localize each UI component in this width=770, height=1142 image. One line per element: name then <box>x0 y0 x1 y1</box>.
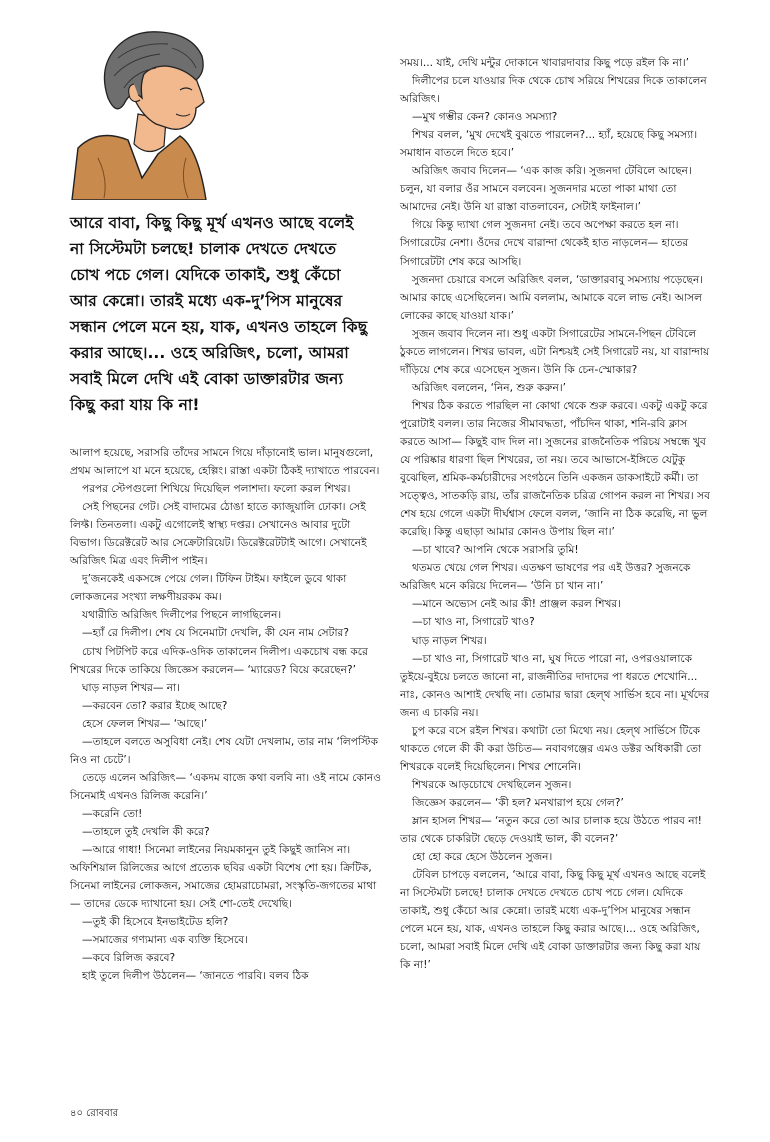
paragraph: —তাহলে তুই দেখলি কী করে? <box>82 825 210 838</box>
paragraph: —করবেন তো? করার ইচ্ছে আছে? <box>82 699 228 712</box>
paragraph: দিলীপের চলে যাওয়ার দিক থেকে চোখ সরিয়ে শিখরের দিকে তাকালেন অরিজিৎ। <box>400 75 707 106</box>
paragraph: —হ্যাঁ রে দিলীপ। শেষ যে সিনেমাটা দেখলি, কী যেন নাম সেটার? <box>82 627 349 640</box>
paragraph: শিখর বলল, ‘মুখ দেখেই বুঝতে পারলেন?... হ্যাঁ, হয়েছে কিছু সমস্যা। সমাধান বাতলে দিতে হবে।’ <box>400 129 698 160</box>
paragraph: তেড়ে এলেন অরিজিৎ— ‘একদম বাজে কথা বলবি না। ওই নামে কোনও সিনেমাই এখনও রিলিজ করেনি।’ <box>70 771 382 802</box>
paragraph: ম্লান হাসল শিখর— ‘নতুন করে তো আর চালাক হয়ে উঠতে পারব না! তার থেকে চাকরিটা ছেড়ে দেওয়াই ভাল, কী বলেন?’ <box>400 814 702 846</box>
man-portrait-illustration <box>68 28 236 200</box>
paragraph: —সমাজের গণ্যমান্য এক ব্যক্তি হিসেবে। <box>82 934 248 947</box>
paragraph: ঘাড় নাড়ল শিখর। <box>412 634 487 647</box>
paragraph: আলাপ হয়েছে, সরাসরি তাঁদের সামনে গিয়ে দাঁড়ানোই ভাল। মানুষগুলো, প্রথম আলাপে যা মনে হয়েছে, হেল্পিং। রাস্তা একটা ঠিকই দ্যাখাতে পারবেন। <box>70 447 380 478</box>
paragraph: —আরে গাধা! সিনেমা লাইনের নিয়মকানুন তুই কিছুই জানিস না। অফিশিয়াল রিলিজের আগে প্রত্যেক ছবির একটা বিশেষ শো হয়। ক্রিটিক, সিনেমা লাইনের লোকজন, সমাজের হোমরাচোমরা, সংস্কৃতি-জগতের মাথা— তাদের ডেকে দ্যাখানো হয়। সেই শো-তেই দেখেছি। <box>70 844 377 911</box>
paragraph: চোখ পিটপিট করে এদিক-ওদিক তাকালেন দিলীপ। একচোখ বন্ধ করে শিখরের দিকে তাকিয়ে জিজ্ঞেস করলেন— ‘ম্যারেড? বিয়ে করেছেন?’ <box>70 645 368 676</box>
paragraph: হেসে ফেলল শিখর— ‘আছে।’ <box>82 717 208 730</box>
paragraph: পরপর স্টেপগুলো শিখিয়ে দিয়েছিল পলাশদা। ফলো করল শিখর। <box>82 483 351 496</box>
paragraph: —তুই কী হিসেবে ইনভাইটেড হলি? <box>82 916 229 929</box>
paragraph: —করেনি তো! <box>82 807 143 820</box>
paragraph: যথারীতি অরিজিৎ দিলীপের পিছনে লাগছিলেন। <box>82 609 282 622</box>
paragraph: অরিজিৎ বললেন, ‘নিন, শুরু করুন।’ <box>412 381 566 394</box>
paragraph: অরিজিৎ জবাব দিলেন— ‘এক কাজ করি। সুজনদা টেবিলে আছেন। চলুন, যা বলার ওঁর সামনে বলবেন। সুজনদার মতো পাকা মাথা তো আমাদের নেই। উনি যা রাস্তা বাতলাবেন, সেটাই ফাইনাল।’ <box>400 165 692 214</box>
paragraph: সুজন জবাব দিলেন না। শুধু একটা সিগারেটের সামনে-পিছন টেবিলে ঠুকতে লাগলেন। শিখর ভাবল, এটা নিশ্চয়ই সেই সিগারেট নয়, যা বারান্দায় দাঁড়িয়ে শেষ করে এসেছেন সুজন। উনি কি চেন-স্মোকার? <box>400 327 710 376</box>
page-footer: ৪০ রোববার <box>70 1108 119 1119</box>
paragraph: দু’জনকেই একসঙ্গে পেয়ে গেল। টিফিন টাইম। ফাইলে ডুবে থাকা লোকজনের সংখ্যা লক্ষণীয়রকম কম। <box>70 573 347 604</box>
pull-quote: আরে বাবা, কিছু কিছু মূর্খ এখনও আছে বলেই না সিস্টেমটা চলছে! চালাক দেখতে দেখতে চোখ পচে গেল। যেদিকে তাকাই, শুধু কেঁচো আর কেন্নো। তারই মধ্যে এক-দু’পিস মানুষের সন্ধান পেলে মনে হয়, যাক, এখনও তাহলে কিছু করার আছে।... ওহে অরিজিৎ, চলো, আমরা সবাই মিলে দেখি এই বোকা ডাক্তারটার জন্য কিছু করা যায় কি না! <box>70 214 368 414</box>
paragraph: সেই পিছনের গেট। সেই বাদামের ঠোঙা হাতে ক্যাজুয়ালি ঢোকা। সেই লিফ্ট। তিনতলা। একটু এগোলেই স্বাস্থ্য দপ্তর। সেখানেও আবার দুটো বিভাগ। ডিরেক্টরেট আর সেক্রেটারিয়েট। ডিরেক্টরেটটাই আগে। সেখানেই অরিজিৎ মিত্র এবং দিলীপ পাইন। <box>70 501 367 568</box>
paragraph: —চা খাও না, সিগারেট খাও না, ঘুষ দিতে পারো না, ওপরওয়ালাকে তুইয়ে-বুইয়ে চলতে জানো না, রাজনীতির দাদাদের পা ধরতে শেখোনি... নাঃ, কোনও আশাই দেখছি না। তোমার দ্বারা হেল্থ সার্ভিস হবে না। মূর্খদের জন্য এ চাকরি নয়। <box>400 652 710 719</box>
paragraph: সুজনদা চেয়ারে বসলে অরিজিৎ বলল, ‘ডাক্তারবাবু সমস্যায় পড়েছেন। আমার কাছে এসেছিলেন। আমি বললাম, আমাকে বলে লাভ নেই। আসল লোকের কাছে যাওয়া যাক।’ <box>400 273 704 322</box>
paragraph: থতমত খেয়ে গেল শিখর। এতক্ষণ ভাষণের পর এই উত্তর? সুজনকে অরিজিৎ মনে করিয়ে দিলেন— ‘উনি চা খান না।’ <box>400 562 691 593</box>
paragraph: —মুখ গম্ভীর কেন? কোনও সমস্যা? <box>412 111 558 124</box>
paragraph: চুপ করে বসে রইল শিখর। কথাটা তো মিথ্যে নয়। হেল্থ সার্ভিসে টিকে থাকতে গেলে কী কী করা উচিত— নবাবগঞ্জের এমও ডক্টর অধিকারী তো শিখরকে বলেই দিয়েছিলেন। শিখর শোনেনি। <box>400 724 702 773</box>
paragraph: ঘাড় নাড়ল শিখর— না। <box>82 681 180 694</box>
paragraph: শিখর ঠিক করতে পারছিল না কোথা থেকে শুরু করবে। একটু একটু করে পুরোটাই বলল। তার নিজের সীমাবদ্ধতা, পাঁচদিন থাকা, শনি-রবি ক্লাস করতে আসা— কিছুই বাদ দিল না। সুজনের রাজনৈতিক পরিচয় সম্বন্ধে খুব যে পরিষ্কার ধারণা ছিল শিখরের, তা নয়। তবে আভাসে-ইঙ্গিতে যেটুকু বুঝেছিল, শ্রমিক-কর্মচারীদের সংগঠনে তিনি একজন ডাকসাইটে কর্মী। তা সত্ত্বেও, সাতকড়ি রায়, তাঁর রাজনৈতিক চরিত্র গোপন করল না শিখর। সব শেষ হয়ে গেলে একটা দীর্ঘশ্বাস ফেলে বলল, ‘জানি না ঠিক করেছি, না ভুল করেছি। কিন্তু এছাড়া আমার কোনও উপায় ছিল না।’ <box>400 399 710 539</box>
paragraph: —চা খাবে? আপনি থেকে সরাসরি তুমি! <box>412 544 579 557</box>
paragraph: হো হো করে হেসে উঠলেন সুজন। <box>412 851 553 864</box>
paragraph: শিখরকে আড়চোখে দেখছিলেন সুজন। <box>412 778 572 791</box>
left-column <box>70 444 382 985</box>
paragraph: সময়।... যাই, দেখি মন্টুর দোকানে খাবারদাবার কিছু পড়ে রইল কি না।’ <box>400 57 689 69</box>
paragraph: টেবিল চাপড়ে বললেন, ‘আরে বাবা, কিছু কিছু মূর্খ এখনও আছে বলেই না সিস্টেমটা চলছে! চালাক দেখতে দেখতে চোখ পচে গেল। যেদিকে তাকাই, শুধু কেঁচো আর কেন্নো। তারই মধ্যে এক-দু’পিস মানুষের সন্ধান পেলে মনে হয়, যাক, এখনও তাহলে কিছু করার আছে।... ওহে অরিজিৎ, চলো, আমরা সবাই মিলে দেখি এই বোকা ডাক্তারটার জন্য কিছু করা যায় কি না!’ <box>400 869 706 972</box>
paragraph: —তাহলে বলতে অসুবিধা নেই। শেষ যেটা দেখলাম, তার নাম ‘লিপস্টিক নিও না চেটে’। <box>70 735 379 766</box>
paragraph: —কবে রিলিজ করবে? <box>82 952 176 965</box>
paragraph: গিয়ে কিন্তু দ্যাখা গেল সুজনদা নেই। তবে অপেক্ষা করতে হল না। সিগারেটের নেশা। ওঁদের দেখে বারান্দা থেকেই হাত নাড়লেন— হাতের সিগারেটটা শেষ করে আসছি। <box>400 219 689 268</box>
paragraph: জিজ্ঞেস করলেন— ‘কী হল? মনখারাপ হয়ে গেল?’ <box>412 796 624 809</box>
paragraph: হাই তুলে দিলীপ উঠলেন— ‘জানতে পারবি। বলব ঠিক <box>82 970 309 983</box>
paragraph: —চা খাও না, সিগারেট খাও? <box>412 616 535 629</box>
right-column <box>400 54 712 974</box>
paragraph: —মানে অভ্যেস নেই আর কী! প্রাঞ্জল করল শিখর। <box>412 598 622 611</box>
